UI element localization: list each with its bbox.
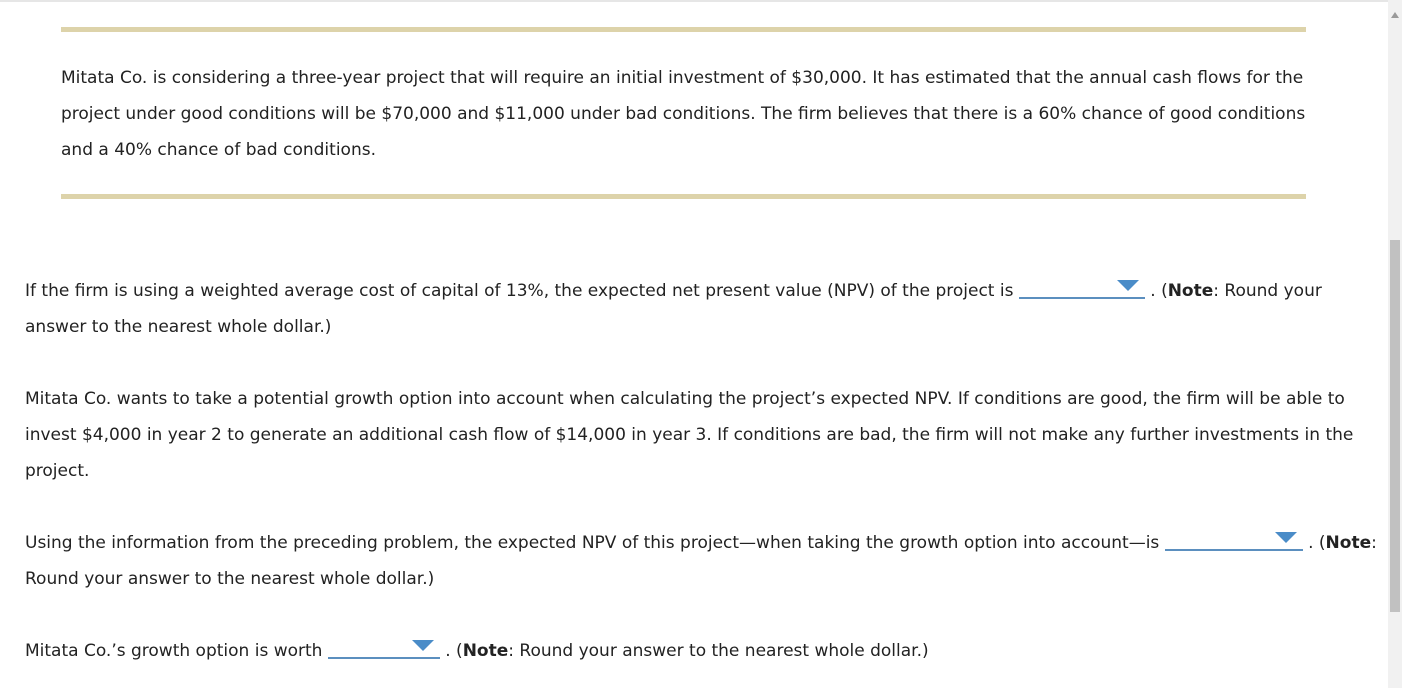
intro-bottom-rule xyxy=(61,194,1306,199)
growth-npv-dropdown[interactable] xyxy=(1165,527,1303,551)
question-option-value-note-label: Note xyxy=(462,641,509,661)
npv-dropdown[interactable] xyxy=(1019,275,1145,299)
scroll-up-arrow-icon[interactable] xyxy=(1391,12,1399,18)
scrollbar-thumb[interactable] xyxy=(1390,240,1400,612)
question-npv xyxy=(25,273,1375,345)
intro-paragraph: Mitata Co. is considering a three-year project that will require an initial investment of $30,000. It has estimated that the annual cash flows for the project under good conditions will be $70,000 and $11,000 under bad conditions. The firm believes that there is a 60% chance of good conditions and a 40% chance of bad conditions. xyxy=(61,68,1306,160)
question-growth-npv-open: . ( xyxy=(1302,533,1326,553)
question-option-value-note: : Round your answer to the nearest whole dollar.) xyxy=(508,641,929,661)
question-growth-npv-note: : Round your answer to the nearest whole dollar.) xyxy=(25,533,1377,589)
vertical-scrollbar[interactable] xyxy=(1388,0,1402,688)
question-growth-npv xyxy=(25,525,1390,597)
question-growth-npv-text: Using the information from the preceding problem, the expected NPV of this project—when taking the growth option into account—is xyxy=(25,533,1165,553)
question-npv-note: : Round your answer to the nearest whole dollar.) xyxy=(25,281,1322,337)
chevron-down-icon xyxy=(1117,280,1139,291)
chevron-down-icon xyxy=(1275,532,1297,543)
question-option-value-open: . ( xyxy=(439,641,463,661)
question-npv-note-label: Note xyxy=(1167,281,1214,301)
intro-top-rule xyxy=(61,27,1306,32)
question-npv-open: . ( xyxy=(1144,281,1168,301)
chevron-down-icon xyxy=(412,640,434,651)
question-option-value xyxy=(25,633,1375,669)
question-npv-text: If the firm is using a weighted average cost of capital of 13%, the expected net present value (NPV) of the project is xyxy=(25,281,1019,301)
option-value-dropdown[interactable] xyxy=(328,635,440,659)
question-growth-npv-note-label: Note xyxy=(1325,533,1372,553)
top-edge-line xyxy=(0,0,1388,2)
growth-option-paragraph: Mitata Co. wants to take a potential growth option into account when calculating the project’s expected NPV. If conditions are good, the firm will be able to invest $4,000 in year 2 to generate an additional cash flow of $14,000 in year 3. If conditions are bad, the firm will not make any further investments in the project. xyxy=(25,389,1354,481)
question-option-value-text: Mitata Co.’s growth option is worth xyxy=(25,641,328,661)
